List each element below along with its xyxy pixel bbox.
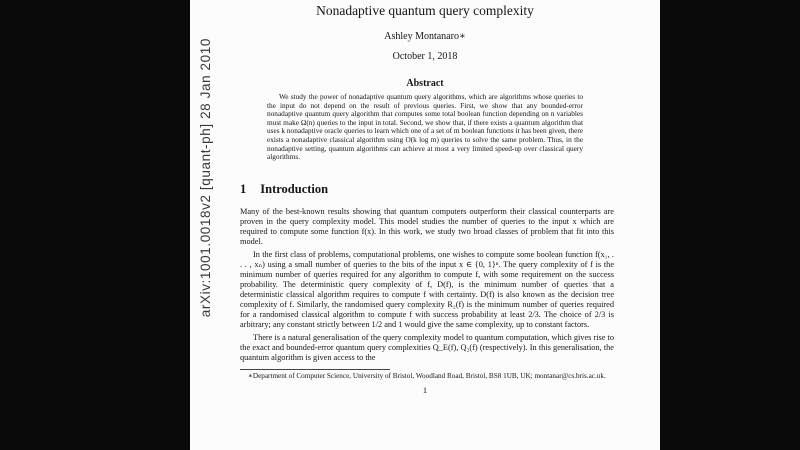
- abstract-heading: Abstract: [406, 78, 444, 89]
- paper-page: [190, 0, 660, 450]
- footnote-text: ∗Department of Computer Science, University of Bristol, Woodland Road, Bristol, BS8 1UB, UK; montanar@cs.bris.ac.uk.: [248, 371, 606, 380]
- section-title: Introduction: [260, 181, 329, 196]
- section-number: 1: [240, 181, 247, 196]
- author-name: Ashley Montanaro∗: [384, 31, 466, 42]
- paper-title: Nonadaptive quantum query complexity: [316, 3, 534, 18]
- paper-date: October 1, 2018: [392, 51, 458, 62]
- body-paragraph: In the first class of problems, computational problems, one wishes to compute some boolean function f(x₁, . . . , xₙ) using a small number of queries to the bits of the input x ∈ {0, 1}ⁿ. The query complexity of f is the minimum number of queries required for any algorithm to compute f, with some requirement on the success probability. The deterministic query complexity of f, D(f), is the minimum number of queries that a deterministic classical algorithm requires to compute f with certainty. D(f) is also known as the decision tree complexity of f. Similarly, the randomised query complexity R₂(f) is the minimum number of queries required for a randomised classical algorithm to compute f with success probability at least 2/3. The choice of 2/3 is arbitrary; any constant strictly between 1/2 and 1 would give the same complexity, up to constant factors.: [240, 249, 614, 329]
- footnote-rule: [240, 369, 390, 370]
- section-heading: [240, 182, 660, 197]
- abstract-text: We study the power of nonadaptive quantum query algorithms, which are algorithms whose queries to the input do not depend on the result of previous queries. First, we show that any bounded-error nonadaptive quantum query algorithm that computes some total boolean function depending on n variables must make Ω(n) queries to the input in total. Second, we show that, if there exists a quantum algorithm that uses k nonadaptive oracle queries to learn which one of a set of m boolean functions it has been given, there exists a nonadaptive classical algorithm using O(k log m) queries to solve the same problem. Thus, in the nonadaptive setting, quantum algorithms can achieve at most a very limited speed-up over classical query algorithms.: [267, 92, 583, 162]
- body-paragraph: There is a natural generalisation of the query complexity model to quantum computation, which gives rise to the exact and bounded-error quantum query complexities Q_E(f), Q₂(f) (respectively). In this generalisation, the quantum algorithm is given access to the: [240, 332, 614, 362]
- arxiv-identifier-stamp: arXiv:1001.0018v2 [quant-ph] 28 Jan 2010: [198, 38, 213, 318]
- body-paragraph: Many of the best-known results showing that quantum computers outperform their classical counterparts are proven in the query complexity model. This model studies the number of queries to the input x which are required to compute some function f(x). In this work, we study two broad classes of problem that fit into this model.: [240, 206, 614, 246]
- page-number: 1: [422, 385, 428, 396]
